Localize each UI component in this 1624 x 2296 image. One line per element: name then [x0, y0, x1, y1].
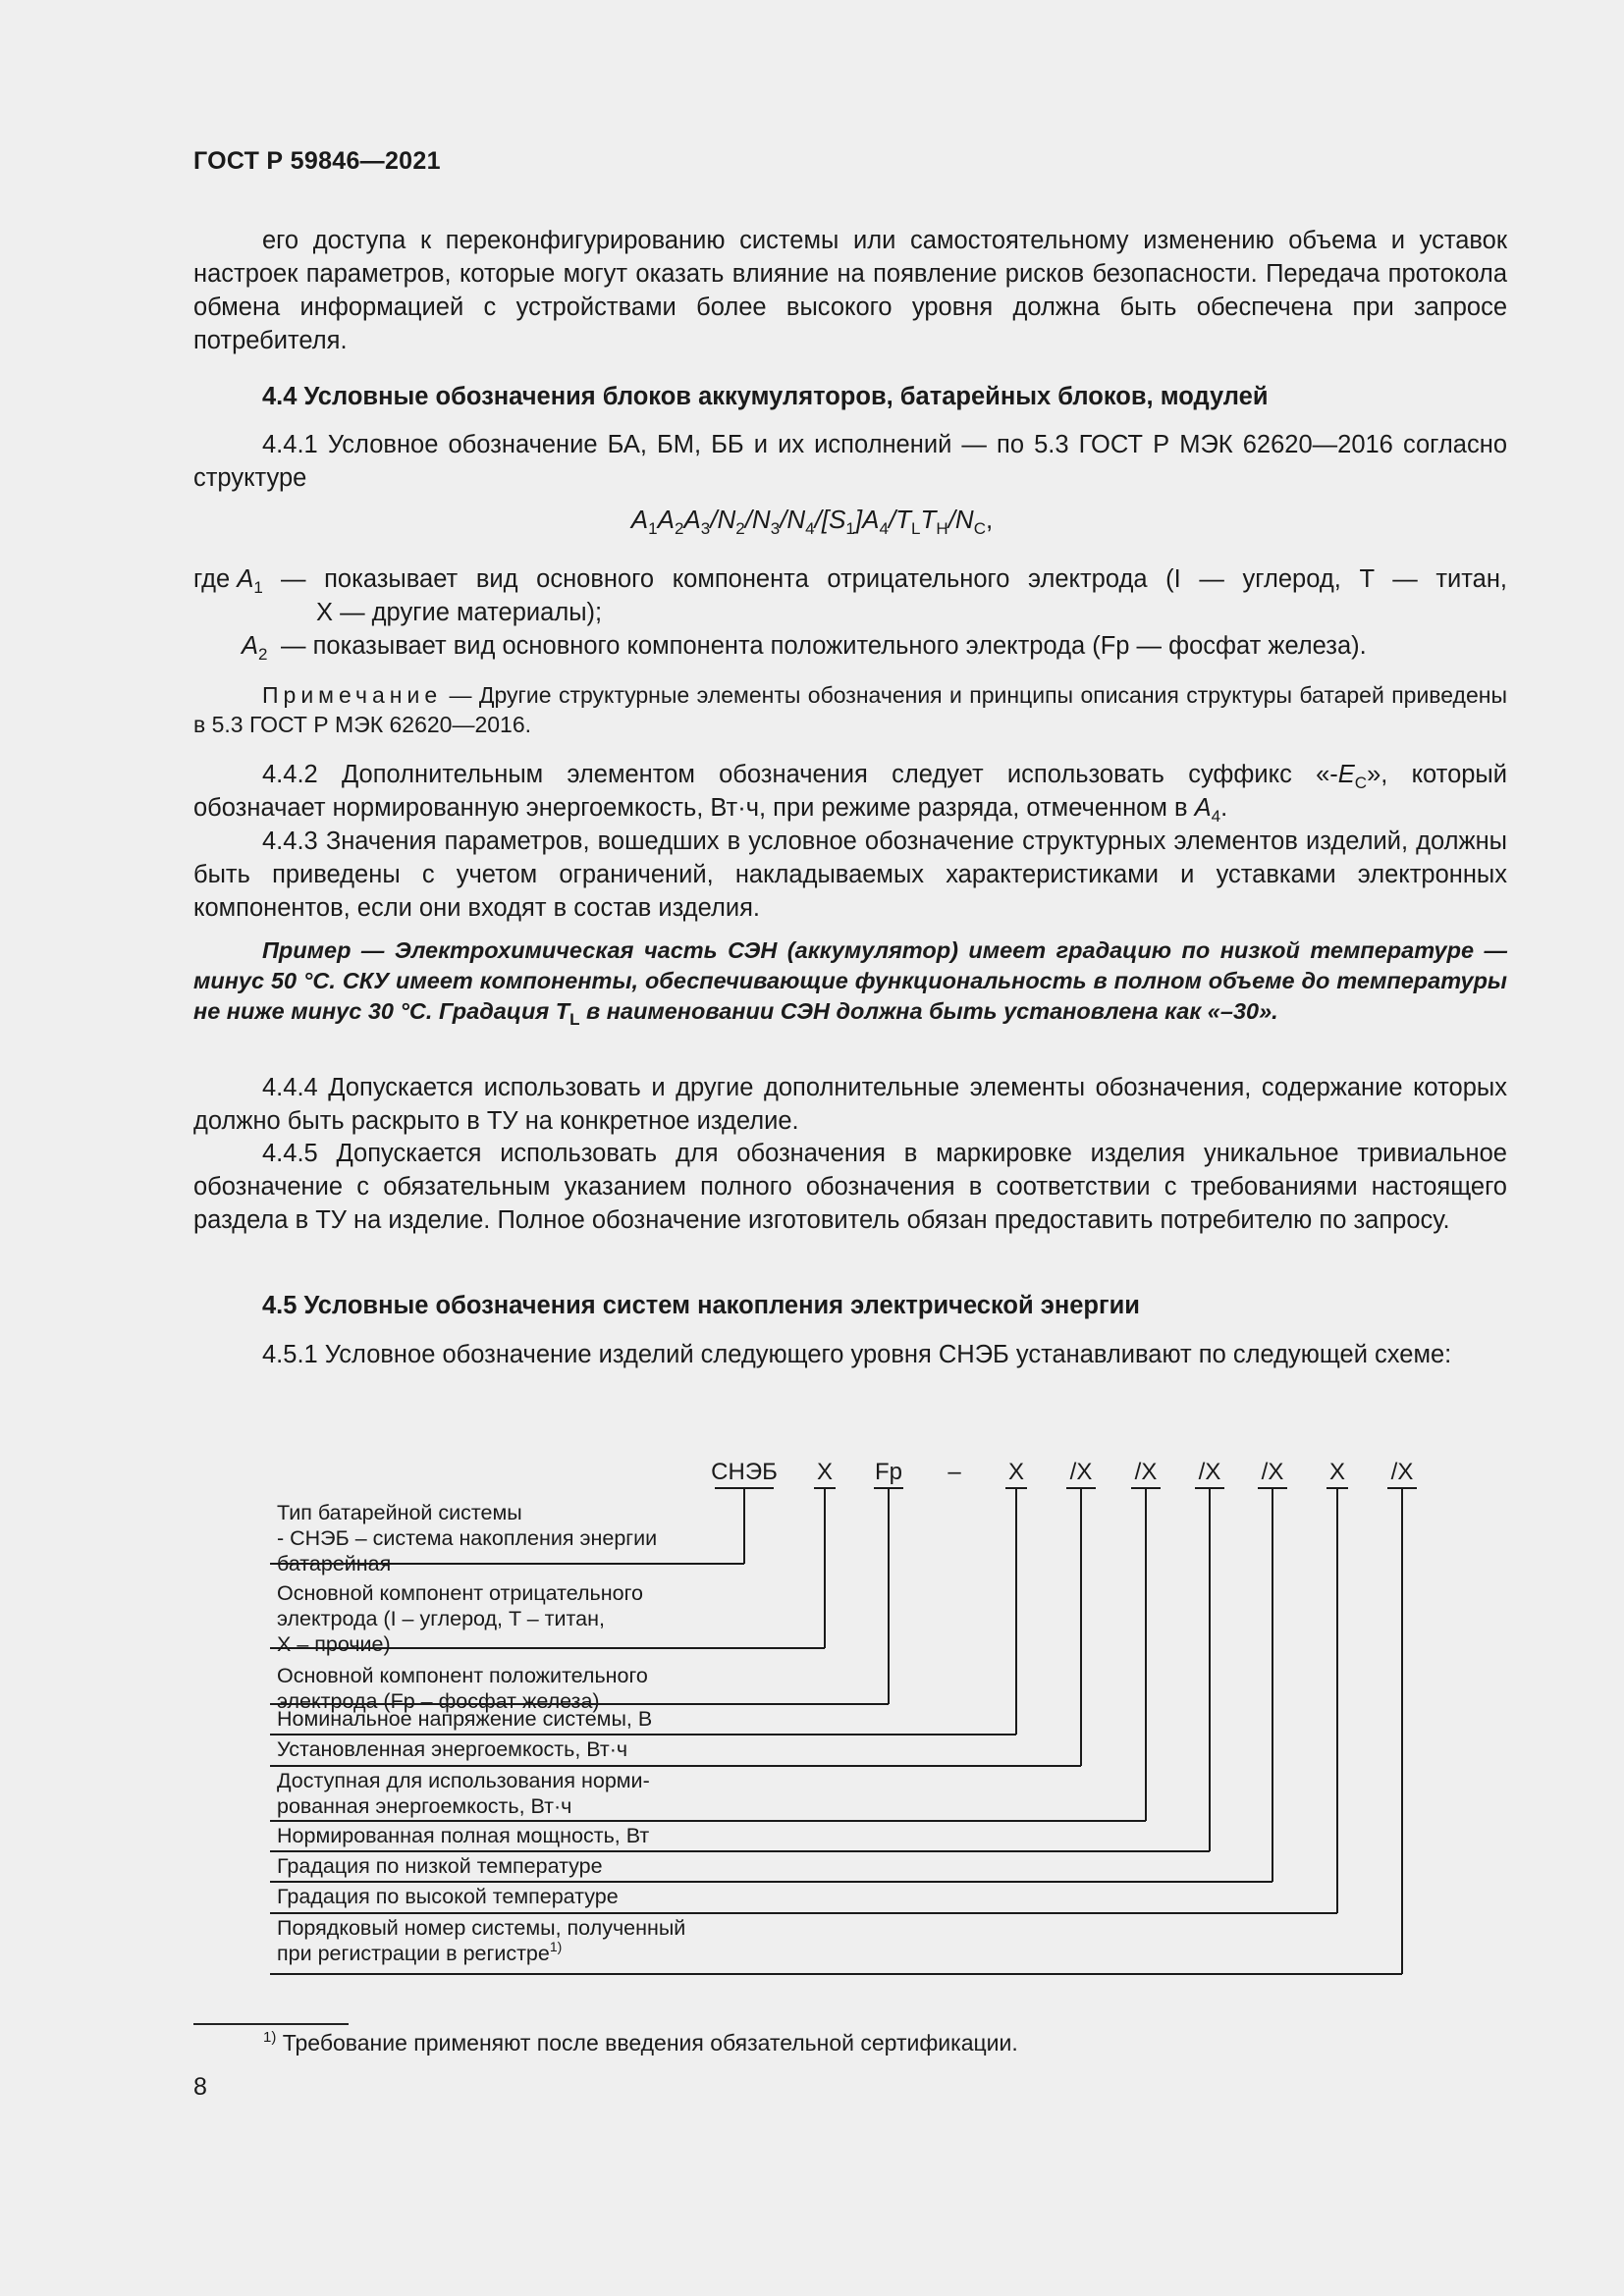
scheme-code: /X — [1134, 1459, 1158, 1485]
formula-part: /N — [947, 505, 974, 534]
formula-part: ]A — [854, 505, 880, 534]
formula-subscript: 4 — [805, 519, 815, 538]
scheme-label: при регистрации в регистре$^{1)}$ — [277, 1939, 563, 1965]
scheme-label: электрода (Fp – фосфат железа) — [277, 1689, 600, 1713]
scheme-label-sup: 1) — [549, 1939, 563, 1954]
example-part-a: Пример — Электрохимическая часть СЭН (аккумулятор) имеет градацию по низкой температуре — минус 50 °С. СКУ имеет компоненты, обеспечивающие функциональность в полном объеме до температуры не ниже минус 30 °С. Градация T — [193, 937, 1507, 1024]
formula-part: /N — [780, 505, 806, 534]
note-label: Примечание — [262, 682, 443, 708]
formula-part: /[S — [814, 505, 846, 534]
section-4-5-title: 4.5 Условные обозначения систем накопления электрической энергии — [262, 1292, 1140, 1319]
a4-symbol: A — [1194, 794, 1212, 822]
formula-subscript: 1 — [845, 519, 855, 538]
paragraph-4-4-1: 4.4.1 Условное обозначение БА, БМ, ББ и их исполнений — по 5.3 ГОСТ Р МЭК 62620—2016 согласно структуре — [193, 431, 1507, 492]
formula-subscript: 2 — [735, 519, 745, 538]
paragraph-4-5-1: 4.5.1 Условное обозначение изделий следующего уровня СНЭБ устанавливают по следующей схеме: — [262, 1341, 1452, 1368]
scheme-label: Номинальное напряжение системы, В — [277, 1707, 653, 1731]
formula-subscript: L — [911, 519, 921, 538]
formula-part: A — [630, 505, 649, 534]
scheme-code: СНЭБ — [711, 1459, 778, 1485]
scheme-label: Градация по низкой температуре — [277, 1854, 603, 1878]
scheme-label: Нормированная полная мощность, Вт — [277, 1824, 650, 1847]
formula-part: /N — [710, 505, 736, 534]
scheme-label: электрода (I – углерод, T – титан, — [277, 1607, 605, 1630]
formula-subscript: 3 — [770, 519, 781, 538]
p-4-4-2-part-a: 4.4.2 Дополнительным элементом обозначения следует использовать суффикс «- — [262, 761, 1338, 788]
scheme-code: X — [1007, 1459, 1025, 1485]
scheme-label: - СНЭБ – система накопления энергии — [277, 1526, 658, 1550]
formula-part: /T — [888, 505, 912, 534]
scheme-code: X — [816, 1459, 834, 1485]
formula-subscript: C — [973, 519, 986, 538]
footnote — [263, 2030, 1018, 2056]
where-a2-subscript: 2 — [258, 645, 268, 664]
where-prefix: где — [193, 565, 231, 593]
scheme-label: Доступная для использования норми- — [277, 1769, 650, 1792]
where-a1-symbol: A — [237, 565, 254, 593]
scheme-code: /X — [1198, 1459, 1221, 1485]
formula-subscript: H — [936, 519, 948, 538]
scheme-label: Основной компонент отрицательного — [277, 1581, 643, 1605]
formula-subscript: 2 — [674, 519, 684, 538]
formula-part: A — [683, 505, 701, 534]
where-a1-text: — показывает вид основного компонента отрицательного электрода (I — углерод, T — титан, — [281, 565, 1507, 593]
p-4-4-2-part-b: », который обозначает нормированную энергоемкость, Вт·ч, при режиме разряда, отмеченном в — [193, 761, 1508, 822]
page-number: 8 — [193, 2073, 207, 2101]
scheme-label: Градация по высокой температуре — [277, 1885, 619, 1908]
a4-subscript: 4 — [1211, 807, 1221, 826]
footnote-text: Требование применяют после введения обязательной сертификации. — [276, 2030, 1018, 2056]
scheme-code: /X — [1390, 1459, 1414, 1485]
where-a1-subscript: 1 — [253, 578, 263, 597]
footnote-mark: 1) — [263, 2029, 277, 2046]
paragraph-4-4-3: 4.4.3 Значения параметров, вошедших в условное обозначение структурных элементов изделий, должны быть приведены с учетом ограничений, накладываемых характеристиками и уставками электронных компонентов, если они входят в состав изделия. — [193, 828, 1507, 922]
p-4-4-2-end: . — [1220, 794, 1228, 822]
scheme-label: Основной компонент положительного — [277, 1664, 648, 1687]
formula-part: T — [920, 505, 937, 534]
example-subscript: L — [569, 1010, 580, 1029]
formula-part: , — [985, 505, 994, 534]
scheme-label: батарейная — [277, 1552, 392, 1575]
paragraph-4-4-5: 4.4.5 Допускается использовать для обозначения в маркировке изделия уникальное тривиальное обозначение с обязательным указанием полного обозначения в соответствии с требованиями настоящего раздела в ТУ на изделие. Полное обозначение изготовитель обязан предоставить потребителю по запросу. — [193, 1140, 1507, 1234]
scheme-label: Тип батарейной системы — [277, 1501, 522, 1524]
where-a2-text: — показывает вид основного компонента положительного электрода (Fp — фосфат железа). — [281, 632, 1367, 660]
formula-subscript: 4 — [879, 519, 889, 538]
scheme-label: Установленная энергоемкость, Вт·ч — [277, 1737, 628, 1761]
paragraph-4-4-4: 4.4.4 Допускается использовать и другие дополнительные элементы обозначения, содержание которых должно быть раскрыто в ТУ на конкретное изделие. — [193, 1074, 1507, 1135]
note-text: — Другие структурные элементы обозначения и принципы описания структуры батарей приведены в 5.3 ГОСТ Р МЭК 62620—2016. — [193, 682, 1507, 737]
scheme-code: – — [947, 1459, 961, 1485]
intro-paragraph: его доступа к переконфигурированию системы или самостоятельному изменению объема и уставок настроек параметров, которые могут оказать влияние на появление рисков безопасности. Передача протокола обмена информацией с устройствами более высокого уровня должна быть обеспечена при запросе потребителя. — [193, 227, 1507, 354]
section-4-4-title: 4.4 Условные обозначения блоков аккумуляторов, батарейных блоков, модулей — [262, 383, 1269, 410]
example-part-b: в наименовании СЭН должна быть установлена как «–30». — [579, 998, 1278, 1024]
where-a2-symbol: A — [242, 632, 259, 660]
formula-subscript: 1 — [648, 519, 658, 538]
where-a1-continuation: X — другие материалы); — [316, 599, 603, 626]
scheme-label: X – прочие) — [277, 1632, 391, 1656]
scheme-code: /X — [1069, 1459, 1093, 1485]
ec-subscript: C — [1354, 774, 1368, 792]
scheme-label: Порядковый номер системы, полученный — [277, 1916, 686, 1940]
scheme-code: /X — [1261, 1459, 1284, 1485]
scheme-label: рованная энергоемкость, Вт·ч — [277, 1794, 572, 1818]
formula-part: /N — [744, 505, 771, 534]
document-header: ГОСТ Р 59846—2021 — [193, 147, 441, 175]
scheme-code: X — [1328, 1459, 1346, 1485]
footnote-separator — [193, 2023, 349, 2025]
ec-symbol: E — [1337, 761, 1355, 788]
scheme-code: Fp — [874, 1459, 903, 1485]
formula-subscript: 3 — [700, 519, 711, 538]
formula-part: A — [657, 505, 675, 534]
